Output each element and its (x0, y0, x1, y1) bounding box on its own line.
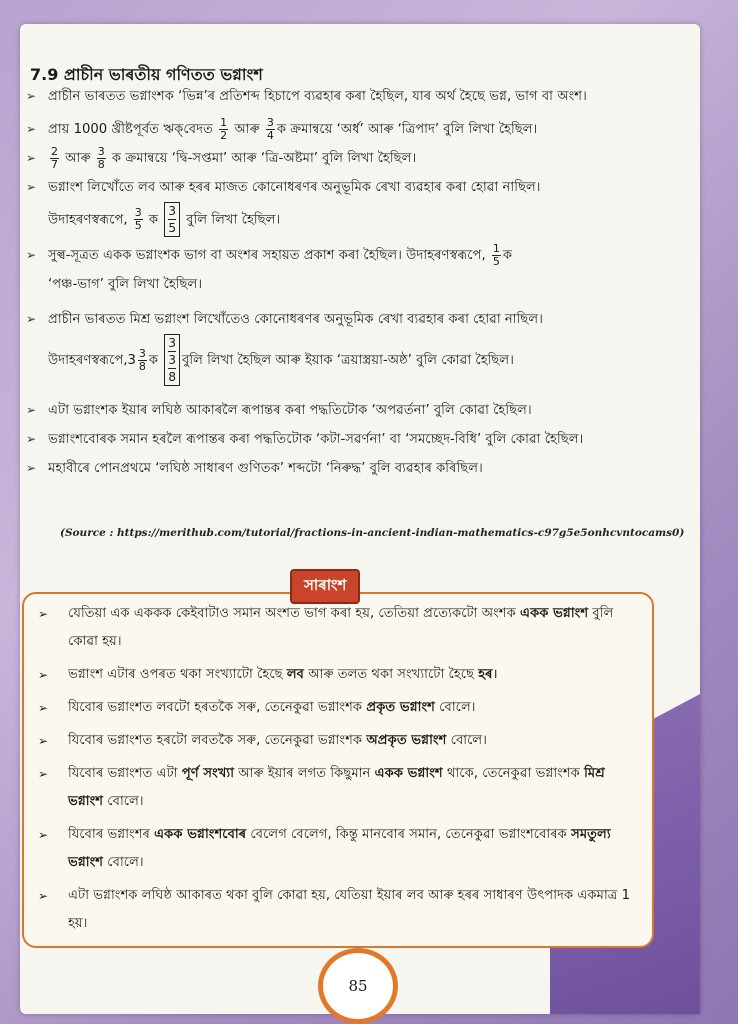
arrow-icon: ➢ (38, 828, 49, 842)
fraction: $\frac{1}{2}$ (220, 115, 228, 142)
list-item: ➢ $\frac{2}{7}$ আৰু $\frac{3}{8}$ ক ক্ৰমান্বয়ে ‘দ্বি-সপ্তমা’ আৰু ‘ত্ৰি-অষ্টমা’ বুলি লিখা হৈছিল। (26, 144, 666, 173)
list-item: ➢ প্ৰাচীন ভাৰতত ভগ্নাংশক ‘ভিন্ন’ৰ প্ৰতিশব্দ হিচাপে ব্যৱহাৰ কৰা হৈছিল, যাৰ অৰ্থ হৈছে ভগ্ন, ভাগ বা অংশ। (26, 82, 666, 111)
list-item: ➢ এটা ভগ্নাংশক ইয়াৰ লঘিষ্ঠ আকাৰলৈ ৰূপান্তৰ কৰা পদ্ধতিটোক ‘অপৱৰ্তনা’ বুলি কোৱা হৈছিল। (26, 396, 666, 425)
summary-item: ➢ যিবোৰ ভগ্নাংশত এটা পূৰ্ণ সংখ্যা আৰু ইয়াৰ লগত কিছুমান একক ভগ্নাংশ থাকে, তেনেকুৱা ভগ্নাংশক মিশ্ৰ ভগ্নাংশ বোলে। (38, 760, 638, 816)
list-item: ➢ ভগ্নাংশবোৰক সমান হৰলৈ ৰূপান্তৰ কৰা পদ্ধতিটোক ‘কটা-সৱৰ্ণনা’ বা ‘সমচ্ছেদ-বিধি’ বুলি কোৱা হৈছিল। (26, 425, 666, 454)
summary-title: সাৰাংশ (290, 569, 360, 604)
arrow-icon: ➢ (26, 248, 37, 262)
summary-item: ➢ এটা ভগ্নাংশক লঘিষ্ঠ আকাৰত থকা বুলি কোৱা হয়, যেতিয়া ইয়াৰ লব আৰু হৰৰ সাধাৰণ উৎপাদক একমাত্ৰ 1 হয়। (38, 882, 638, 938)
summary-list (38, 600, 638, 943)
arrow-icon: ➢ (26, 403, 37, 417)
arrow-icon: ➢ (26, 461, 37, 475)
summary-item: ➢ ভগ্নাংশ এটাৰ ওপৰত থকা সংখ্যাটো হৈছে লব আৰু তলত থকা সংখ্যাটো হৈছে হৰ। (38, 661, 638, 689)
summary-item: ➢ যেতিয়া এক এককক কেইবাটাও সমান অংশত ভাগ কৰা হয়, তেতিয়া প্ৰত্যেকটো অংশক একক ভগ্নাংশ বুলি কোৱা হয়। (38, 600, 638, 656)
source-citation: (Source : https://merithub.com/tutorial/fractions-in-ancient-indian-mathematics-c97g5e5onhcvntocams0) (60, 527, 685, 539)
arrow-icon: ➢ (38, 701, 49, 715)
list-item: ➢ সুল্ব-সূত্ৰত একক ভগ্নাংশক ভাগ বা অংশৰ সহায়ত প্ৰকাশ কৰা হৈছিল। উদাহৰণস্বৰূপে, $\frac{1}{5}$ ক ‘পঞ্চ-ভাগ’ বুলি লিখা হৈছিল। (26, 241, 513, 292)
boxed-fraction: 3 3 8 (164, 334, 180, 386)
fraction: $\frac{3}{5}$ (134, 206, 142, 232)
section-heading: 7.9 প্ৰাচীন ভাৰতীয় গণিতত ভগ্নাংশ (30, 65, 263, 84)
summary-item: ➢ যিবোৰ ভগ্নাংশত হৰটো লবতকৈ সৰু, তেনেকুৱা ভগ্নাংশক অপ্ৰকৃত ভগ্নাংশ বোলে। (38, 727, 638, 755)
arrow-icon: ➢ (38, 668, 49, 682)
arrow-icon: ➢ (38, 767, 49, 781)
boxed-fraction: $\frac{3}{5}$ (164, 202, 180, 237)
fraction: $\frac{2}{7}$ (51, 144, 58, 171)
fraction: $\frac{3}{8}$ (138, 346, 146, 373)
list-item: ➢ ভগ্নাংশ লিখোঁতে লব আৰু হৰৰ মাজত কোনোধৰণৰ অনুভূমিক ৰেখা ব্যৱহাৰ কৰা হোৱা নাছিল। উদাহৰণস্বৰূপে, $\frac{3}{5}$ ক $\frac{3}{5}$ বুলি লিখা হৈছিল। (26, 173, 666, 237)
arrow-icon: ➢ (26, 180, 37, 194)
arrow-icon: ➢ (26, 89, 37, 103)
arrow-icon: ➢ (26, 312, 37, 326)
fraction: $\frac{3}{4}$ (266, 115, 274, 142)
arrow-icon: ➢ (26, 122, 37, 136)
fraction: $\frac{3}{8}$ (97, 144, 105, 171)
list-item: ➢ প্ৰায় 1000 খ্ৰীষ্টপূৰ্বত ঋক্‌বেদত $\frac{1}{2}$ আৰু $\frac{3}{4}$ ক ক্ৰমান্বয়ে ‘অৰ্ধ’ আৰু ‘ত্ৰিপাদ’ বুলি লিখা হৈছিল। (26, 115, 666, 144)
arrow-icon: ➢ (38, 607, 49, 621)
arrow-icon: ➢ (38, 889, 49, 903)
page-number: 85 (318, 948, 398, 1024)
arrow-icon: ➢ (38, 734, 49, 748)
list-item: ➢ মহাবীৰে পোনপ্ৰথমে ‘লঘিষ্ঠ সাধাৰণ গুণিতক’ শব্দটো ‘নিৰুদ্ধ’ বুলি ব্যৱহাৰ কৰিছিল। (26, 454, 666, 483)
arrow-icon: ➢ (26, 432, 37, 446)
fraction: $\frac{1}{5}$ (492, 241, 500, 268)
history-bullets (26, 82, 666, 483)
list-item: ➢ প্ৰাচীন ভাৰতত মিশ্ৰ ভগ্নাংশ লিখোঁতেও কোনোধৰণৰ অনুভূমিক ৰেখা ব্যৱহাৰ কৰা হোৱা নাছিল। উদাহৰণস্বৰূপে,3 $\frac{3}{8}$ ক 3 3 8 বুলি লিখা হৈছিল আৰু ইয়াক ‘ত্ৰয়াস্ত্ৰয়া-অষ্ঠ’ বুলি কোৱা হৈছিল। (26, 305, 666, 386)
summary-item: ➢ যিবোৰ ভগ্নাংশৰ একক ভগ্নাংশবোৰ বেলেগ বেলেগ, কিন্তু মানবোৰ সমান, তেনেকুৱা ভগ্নাংশবোৰক সমতুল্য ভগ্নাংশ বোলে। (38, 821, 638, 877)
summary-item: ➢ যিবোৰ ভগ্নাংশত লবটো হৰতকৈ সৰু, তেনেকুৱা ভগ্নাংশক প্ৰকৃত ভগ্নাংশ বোলে। (38, 694, 638, 722)
arrow-icon: ➢ (26, 151, 37, 165)
